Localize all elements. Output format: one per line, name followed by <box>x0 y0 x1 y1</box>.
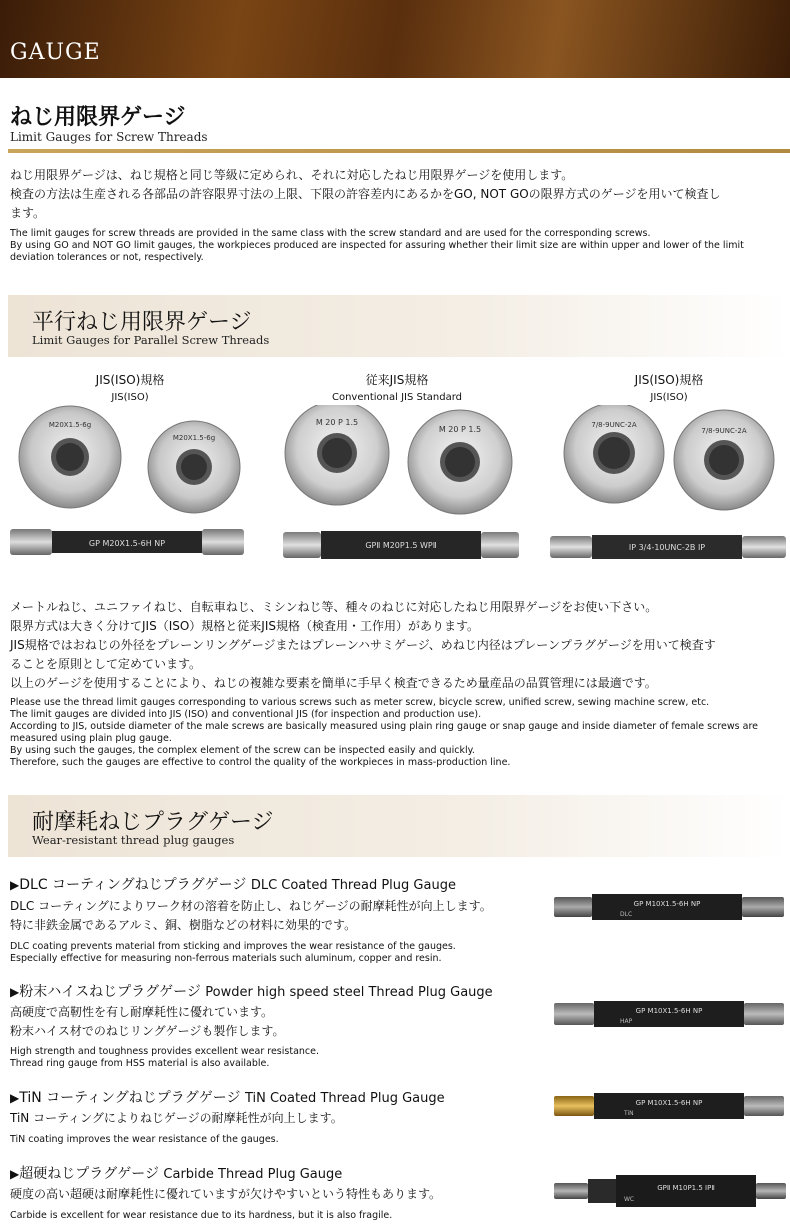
text-line: 特に非鉄金属であるアルミ、銅、樹脂などの材料に効果的です。 <box>10 918 357 932</box>
ring-gauge-label: 7/8-9UNC-2A <box>591 421 637 429</box>
plug-gauge-sublabel: HAP <box>620 1018 633 1025</box>
triangle-bullet-icon: ▶ <box>10 1091 20 1105</box>
plug-gauge-sublabel: DLC <box>620 911 633 918</box>
plug-gauge-label: GPⅡ M10P1.5 IPⅡ <box>657 1184 715 1192</box>
text-line: JIS規格ではおねじの外径をプレーンリングゲージまたはプレーンハサミゲージ、めねじ内径はプレーンプラグゲージを用いて検査す <box>10 638 716 652</box>
text-line: 限界方式は大きく分けてJIS（ISO）規格と従来JIS規格（検査用・工作用）があります。 <box>10 619 480 633</box>
gauge-photo-conventional-jis <box>277 405 525 580</box>
text-line: ねじ用限界ゲージは、ねじ規格と同じ等級に定められ、それに対応したねじ用限界ゲージを使用します。 <box>10 168 574 182</box>
text-line: 高硬度で高靭性を有し耐摩耗性に優れています。 <box>10 1005 274 1019</box>
section1-en-text <box>10 228 790 264</box>
text-line: Thread ring gauge from HSS material is also available. <box>10 1058 270 1069</box>
text-line: ます。 <box>10 206 46 220</box>
section3-subtitle: Wear-resistant thread plug gauges <box>32 833 235 847</box>
ring-gauge-label: M 20 P 1.5 <box>438 425 482 434</box>
ring-gauge-label: 7/8-9UNC-2A <box>701 427 747 435</box>
section2-en-text <box>10 697 790 769</box>
plug-gauge-label: GP M20X1.5-6H NP <box>88 539 166 548</box>
text-line: ることを原則として定めています。 <box>10 657 202 671</box>
column-caption: JIS(ISO)規格 JIS(ISO) <box>634 373 704 403</box>
section3-header <box>8 795 790 857</box>
text-line: DLC コーティングによりワーク材の溶着を防止し、ねじゲージの耐摩耗性が向上します。 <box>10 899 492 913</box>
section2-jp-text <box>10 598 790 693</box>
text-line: 粉末ハイス材でのねじリングゲージも製作します。 <box>10 1024 285 1038</box>
text-line: メートルねじ、ユニファイねじ、自転車ねじ、ミシンねじ等、種々のねじに対応したねじ用限界ゲージをお使い下さい。 <box>10 600 658 614</box>
plug-gauge-sublabel: WC <box>624 1196 635 1203</box>
text-line: By using GO and NOT GO limit gauges, the workpieces produced are inspected for assuring whether their limit size are within upper and lower of the limit <box>10 240 744 251</box>
product-dlc-en <box>10 941 550 965</box>
triangle-bullet-icon: ▶ <box>10 878 20 892</box>
product-heading-dlc: ▶DLC コーティングねじプラグゲージ DLC Coated Thread Plug Gauge <box>10 877 456 893</box>
plug-gauge-label: GP M10X1.5-6H NP <box>633 900 701 908</box>
section3-title: 耐摩耗ねじプラグゲージ <box>32 810 274 835</box>
section1-jp-text <box>10 166 790 223</box>
powder-hss-plug-gauge-photo <box>552 994 788 1034</box>
product-tin-en <box>10 1134 550 1146</box>
text-line: The limit gauges are divided into JIS (ISO) and conventional JIS (for inspection and production use). <box>10 709 482 720</box>
product-powder-hss-en <box>10 1046 550 1070</box>
section1-subtitle: Limit Gauges for Screw Threads <box>10 130 208 144</box>
text-line: According to JIS, outside diameter of the male screws are basically measured using plain ring gauge or snap gauge and inside diameter of female screws are <box>10 721 758 732</box>
text-line: 検査の方法は生産される各部品の許容限界寸法の上限、下限の許容差内にあるかをGO, NOT GOの限界方式のゲージを用いて検査し <box>10 187 721 201</box>
text-line: measured using plain plug gauge. <box>10 733 172 744</box>
text-line: DLC coating prevents material from sticking and improves the wear resistance of the gauges. <box>10 941 456 952</box>
product-tin-jp <box>10 1109 550 1128</box>
ring-gauge-label: M20X1.5-6g <box>172 434 216 442</box>
text-line: Therefore, such the gauges are effective to control the quality of the workpieces in mass-production line. <box>10 757 511 768</box>
column-caption: 従来JIS規格 Conventional JIS Standard <box>331 373 462 403</box>
plug-gauge-label: GP M10X1.5-6H NP <box>635 1007 703 1015</box>
product-dlc-jp <box>10 897 550 935</box>
ring-gauge-label: M 20 P 1.5 <box>315 418 359 427</box>
triangle-bullet-icon: ▶ <box>10 1167 20 1181</box>
product-heading-powder-hss: ▶粉末ハイスねじプラグゲージ Powder high speed steel Thread Plug Gauge <box>10 984 493 1000</box>
plug-gauge-sublabel: TiN <box>624 1110 634 1117</box>
section2-title: 平行ねじ用限界ゲージ <box>32 310 252 335</box>
product-heading-carbide: ▶超硬ねじプラグゲージ Carbide Thread Plug Gauge <box>10 1166 343 1182</box>
triangle-bullet-icon: ▶ <box>10 985 20 999</box>
plug-gauge-label: IP 3/4-10UNC-2B IP <box>628 543 706 552</box>
text-line: Please use the thread limit gauges corresponding to various screws such as meter screw, bicycle screw, unified screw, sewing machine screw, etc. <box>10 697 710 708</box>
gauge-photo-jis-iso <box>8 405 256 580</box>
banner-title: GAUGE <box>10 40 101 65</box>
text-line: High strength and toughness provides excellent wear resistance. <box>10 1046 320 1057</box>
header-banner <box>0 0 790 78</box>
dlc-plug-gauge-photo <box>552 887 788 927</box>
text-line: TiN コーティングによりねじゲージの耐摩耗性が向上します。 <box>10 1111 343 1125</box>
text-line: By using such the gauges, the complex element of the screw can be inspected easily and quickly. <box>10 745 475 756</box>
section1-title: ねじ用限界ゲージ <box>10 104 186 130</box>
ring-gauge-label: M20X1.5-6g <box>48 421 92 429</box>
section2-subtitle: Limit Gauges for Parallel Screw Threads <box>32 333 270 347</box>
text-line: Especially effective for measuring non-ferrous materials such aluminum, copper and resin. <box>10 953 442 964</box>
text-line: TiN coating improves the wear resistance of the gauges. <box>10 1134 279 1145</box>
product-heading-tin: ▶TiN コーティングねじプラグゲージ TiN Coated Thread Plug Gauge <box>10 1090 445 1106</box>
product-carbide-jp <box>10 1185 550 1204</box>
section1-divider <box>8 149 790 153</box>
carbide-plug-gauge-photo <box>552 1171 788 1211</box>
text-line: 以上のゲージを使用することにより、ねじの複雑な要素を簡単に手早く検査できるため量産品の品質管理には最適です。 <box>10 676 657 690</box>
plug-gauge-label: GPⅡ M20P1.5 WPⅡ <box>365 541 437 550</box>
text-line: The limit gauges for screw threads are provided in the same class with the screw standard and are used for the corresponding screws. <box>10 228 651 239</box>
column-caption: JIS(ISO)規格 JIS(ISO) <box>95 373 165 403</box>
section2-header <box>8 295 790 357</box>
gauge-photo-unified <box>546 405 790 580</box>
product-carbide-en <box>10 1210 550 1222</box>
text-line: Carbide is excellent for wear resistance due to its hardness, but it is also fragile. <box>10 1210 393 1221</box>
plug-gauge-label: GP M10X1.5-6H NP <box>635 1099 703 1107</box>
text-line: 硬度の高い超硬は耐摩耗性に優れていますが欠けやすいという特性もあります。 <box>10 1187 442 1201</box>
tin-plug-gauge-photo <box>552 1086 788 1126</box>
product-powder-hss-jp <box>10 1003 550 1041</box>
text-line: deviation tolerances or not, respectively. <box>10 252 204 263</box>
